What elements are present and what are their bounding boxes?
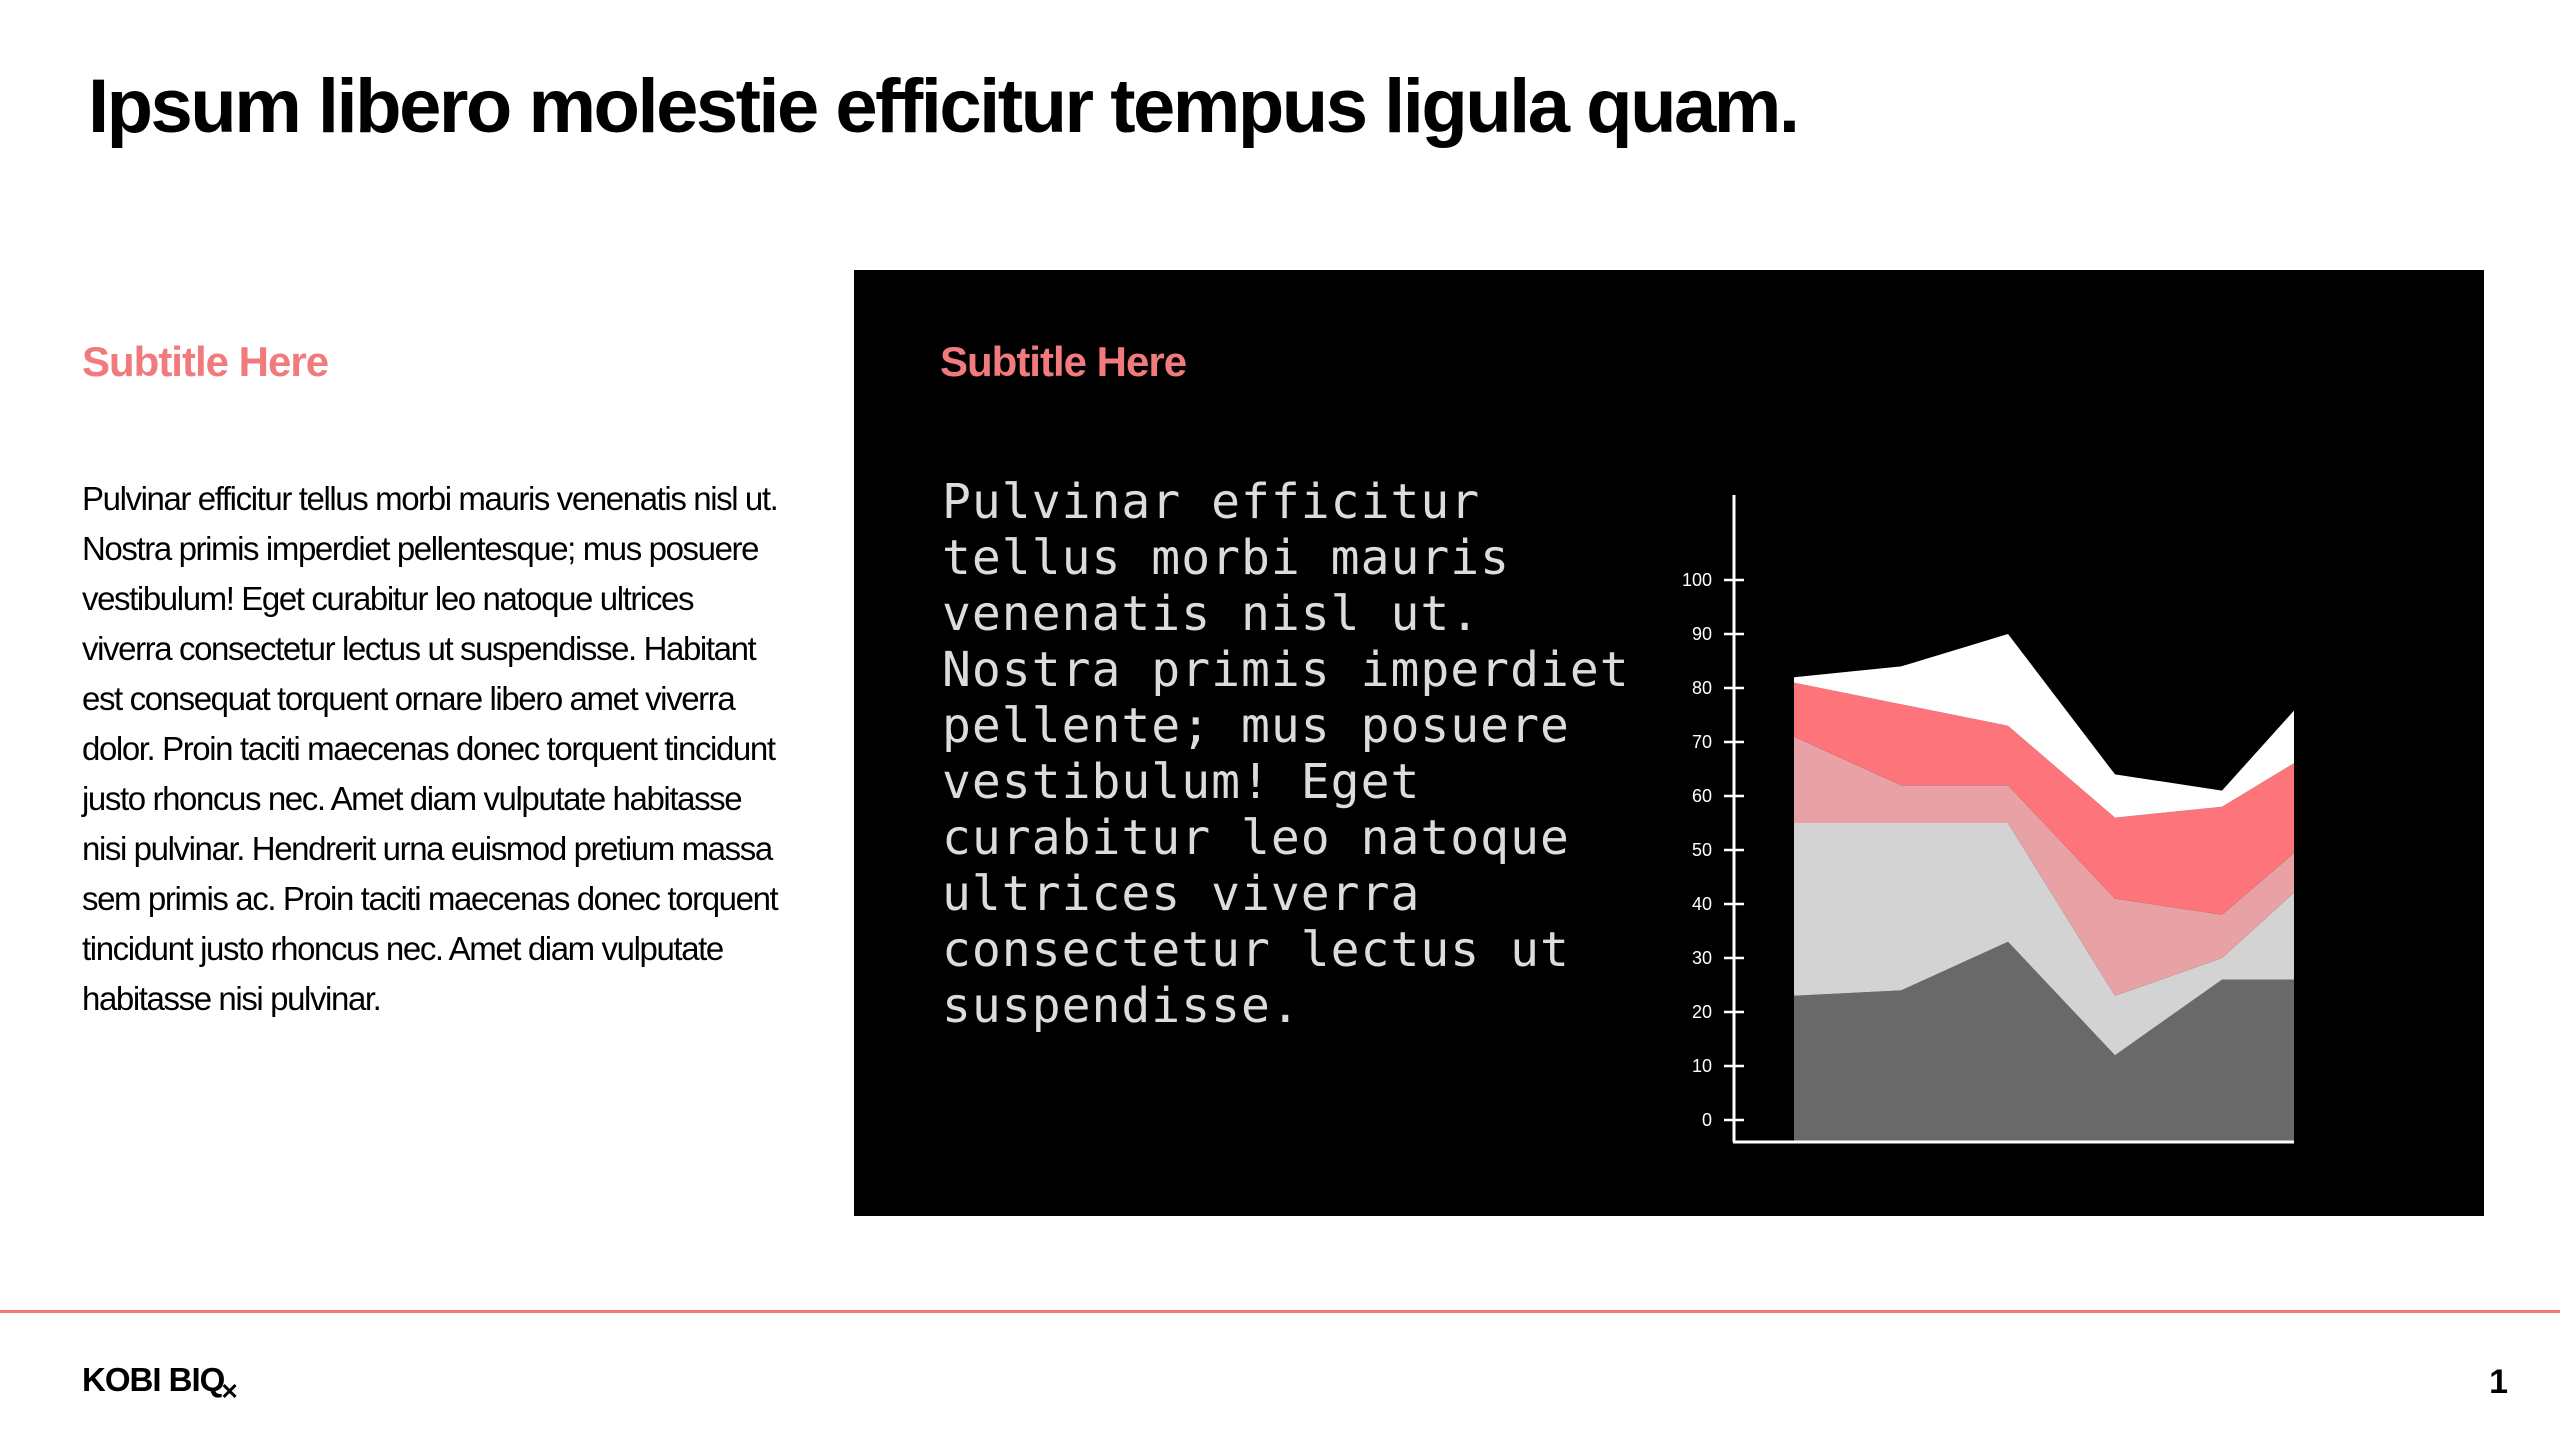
logo-x-icon: ✕ [220, 1379, 238, 1404]
y-tick-label: 50 [1691, 840, 1712, 860]
y-tick-label: 20 [1691, 1002, 1712, 1022]
y-tick-label: 10 [1691, 1056, 1712, 1076]
y-tick-label: 100 [1681, 570, 1712, 590]
brand-logo [82, 1360, 242, 1404]
stacked-area-chart [1674, 470, 2294, 1190]
footer-divider [0, 1310, 2560, 1313]
right-subtitle: Subtitle Here [940, 338, 1187, 385]
y-tick-label: 60 [1691, 786, 1712, 806]
y-tick-label: 80 [1691, 678, 1712, 698]
y-tick-label: 40 [1691, 894, 1712, 914]
logo-wordmark: KOBI BIQ [82, 1361, 225, 1398]
left-body-text: Pulvinar efficitur tellus morbi mauris venenatis nisl ut. Nostra primis imperdiet pellentesque; mus posuere vestibulum! Eget curabitur leo natoque ultrices viverra consectetur lectus ut suspendisse. Habitant est consequat torquent ornare libero amet viverra dolor. Proin taciti maecenas donec torquent tincidunt justo rhoncus nec. Amet diam vulputate habitasse nisi pulvinar. Hendrerit urna euismod pretium massa sem primis ac. Proin taciti maecenas donec torquent tincidunt justo rhoncus nec. Amet diam vulputate habitasse nisi pulvinar. [82, 480, 778, 1017]
left-subtitle: Subtitle Here [82, 338, 329, 385]
y-tick-label: 0 [1701, 1110, 1712, 1130]
dark-panel [854, 270, 2484, 1216]
y-tick-label: 90 [1691, 624, 1712, 644]
right-body-text: Pulvinar efficitur tellus morbi mauris venenatis nisl ut. Nostra primis imperdiet pellente; mus posuere vestibulum! Eget curabitur leo natoque ultrices viverra consectetur lectus ut suspendisse. [942, 474, 1630, 1034]
y-tick-label: 30 [1691, 948, 1712, 968]
page-number: 1 [2489, 1363, 2508, 1401]
page-title: Ipsum libero molestie efficitur tempus ligula quam. [88, 64, 1798, 149]
y-tick-label: 70 [1691, 732, 1712, 752]
